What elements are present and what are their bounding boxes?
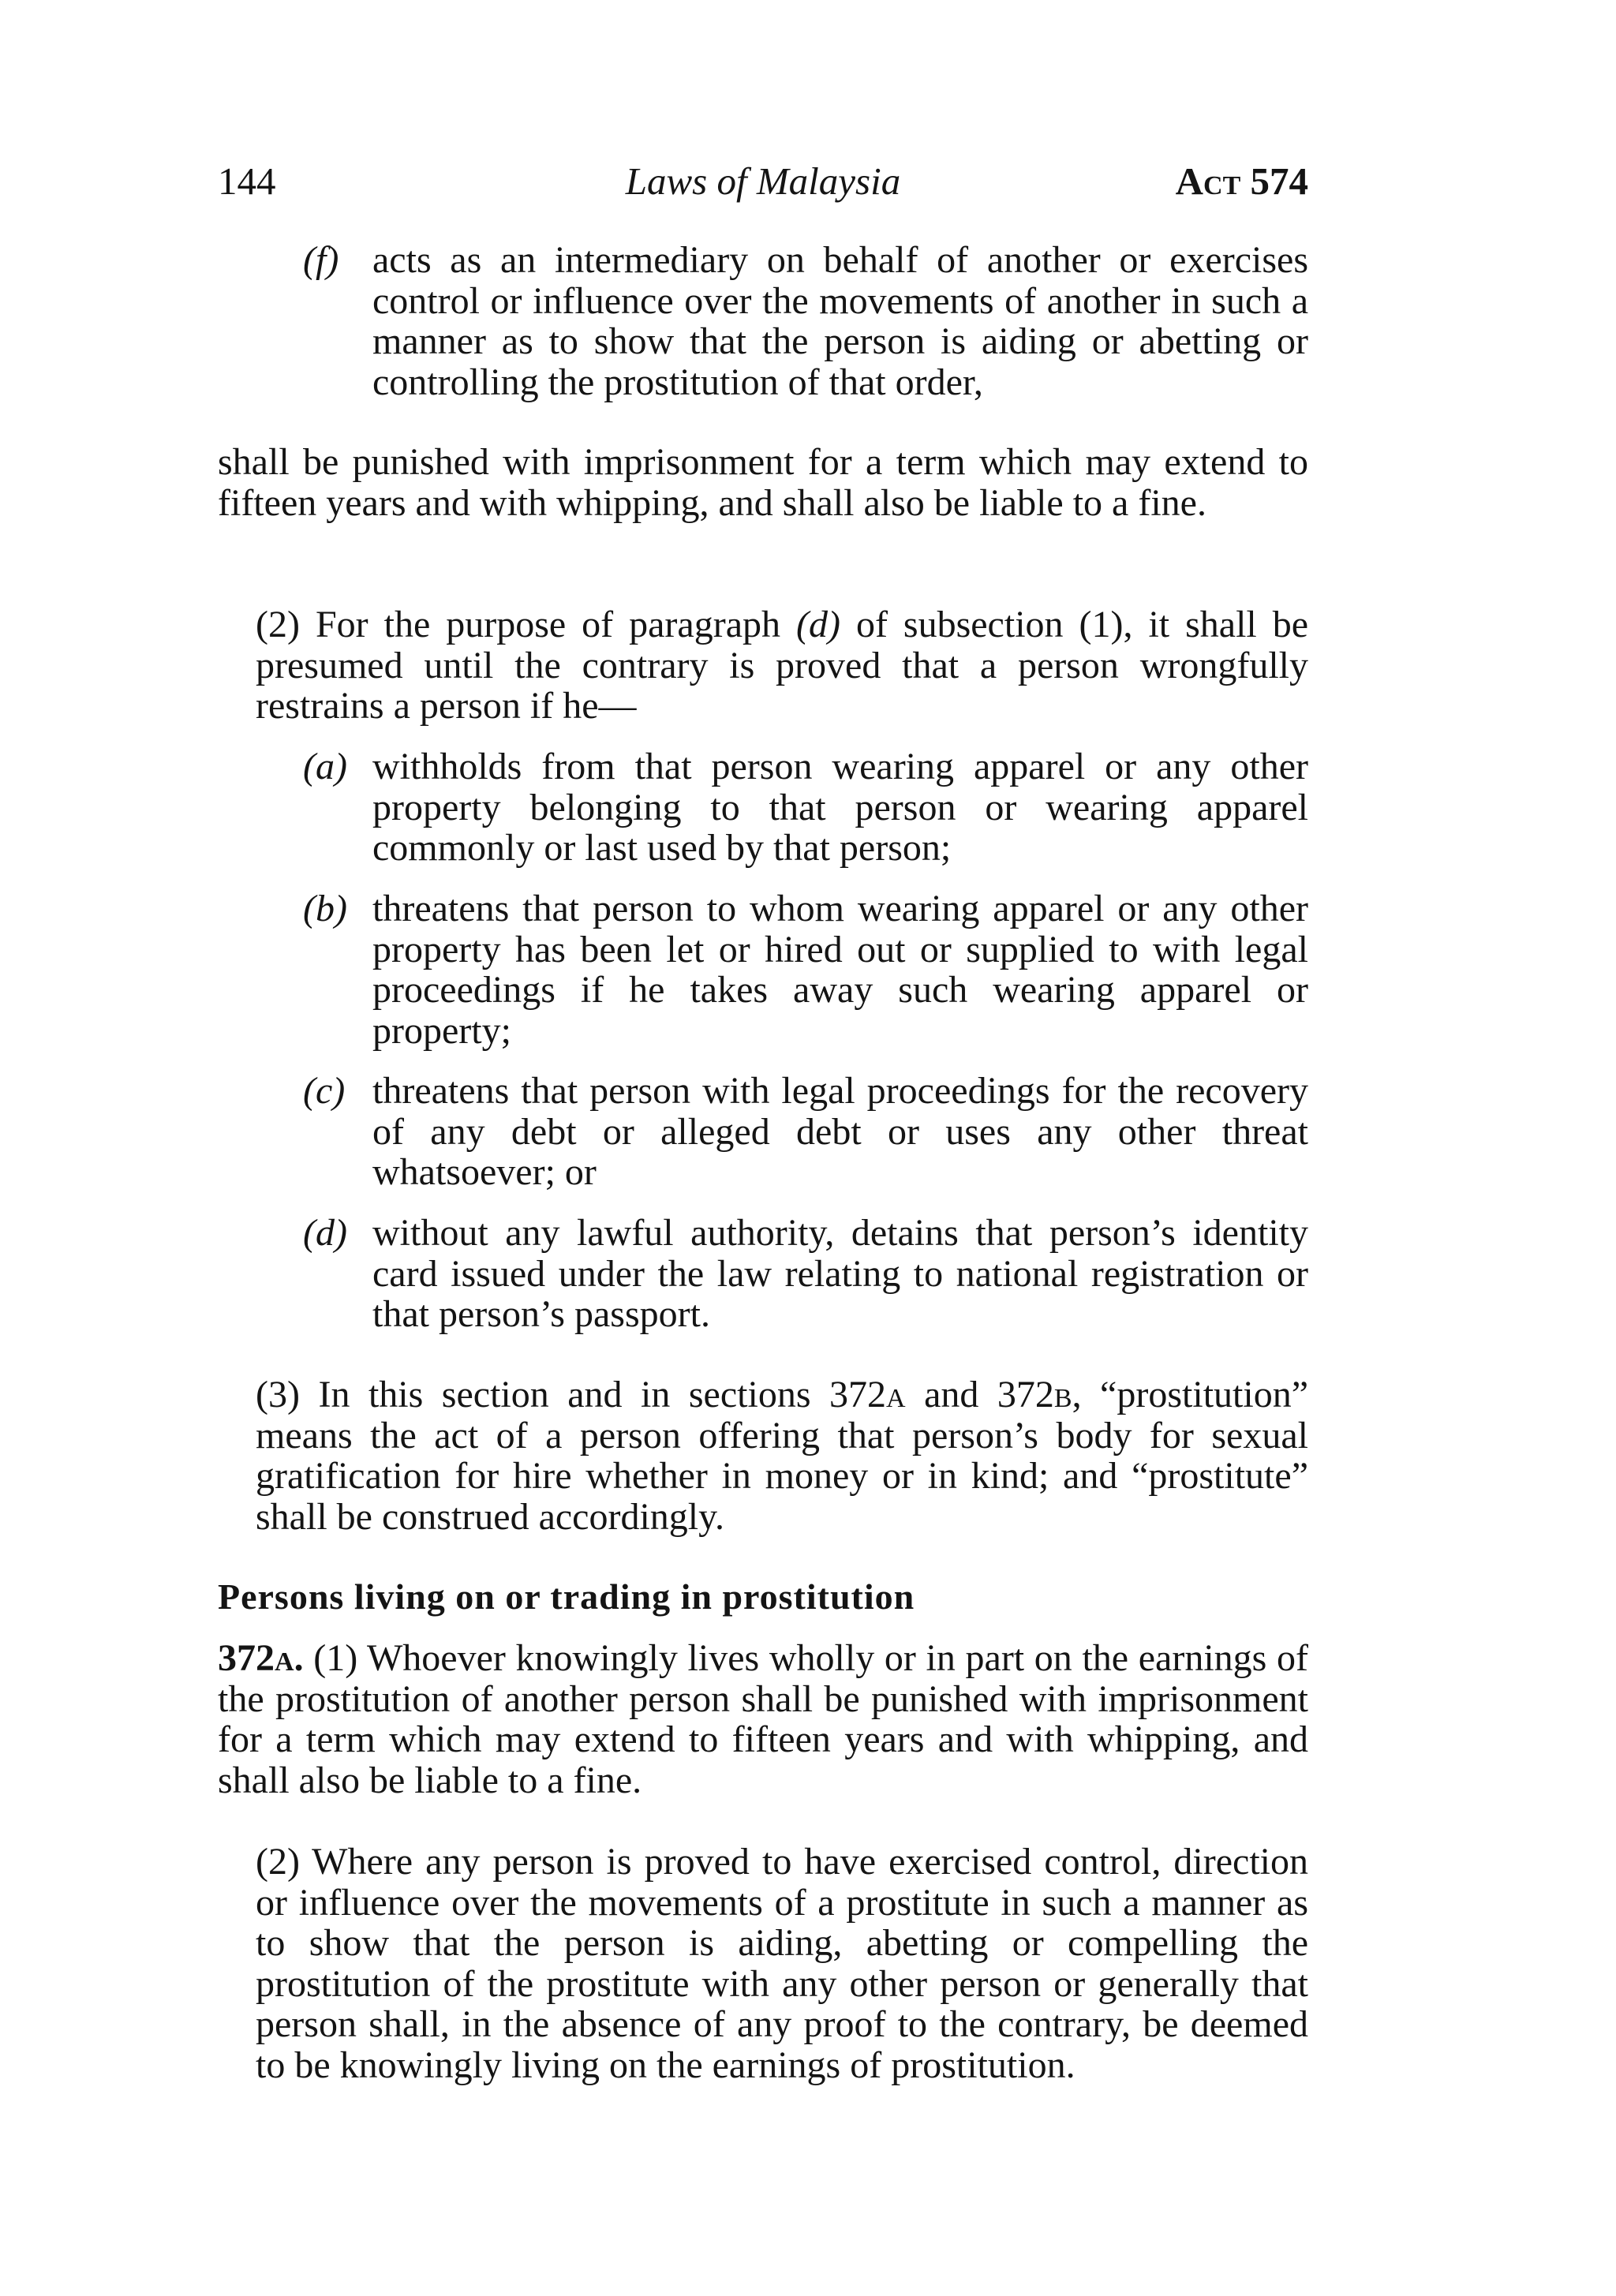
subsection-number: (2) bbox=[256, 604, 300, 645]
section-number bbox=[218, 1637, 304, 1679]
item-text: withholds from that person wearing apparel or any other property belonging to that person or wearing apparel commonly or last used by that person; bbox=[372, 746, 1308, 869]
paragraph-reference: (d) bbox=[795, 604, 840, 645]
subsection-2 bbox=[218, 604, 1308, 727]
section-number-digits: 372 bbox=[218, 1637, 275, 1679]
subsection-3 bbox=[218, 1374, 1308, 1537]
act-prefix: Act bbox=[1175, 159, 1241, 203]
subsection-text-post: of subsection (1), it shall be presumed until the contrary is proved that a person wrongfully restrains a person if he— bbox=[256, 604, 1309, 727]
subsection-number: (3) bbox=[256, 1374, 300, 1415]
subsection-text: Where any person is proved to have exercised control, direction or influence over the movements of a prostitute in such a manner as to show that the person is aiding, abetting or compelling the prostitution of the prostitute with any other person or generally that person shall, in the absence of any proof to the contrary, be deemed to be knowingly living on the earnings of prostitution. bbox=[256, 1841, 1308, 2086]
subsection-text-pre: In this section and in sections 372 bbox=[318, 1374, 887, 1415]
penalty-paragraph: shall be punished with imprisonment for a term which may extend to fifteen years and with whipping, and shall also be liable to a fine. bbox=[218, 441, 1308, 524]
act-number-value: 574 bbox=[1250, 159, 1308, 203]
section-number-suffix: a bbox=[275, 1637, 294, 1679]
item-text: threatens that person to whom wearing apparel or any other property has been let or hired out or supplied to with legal proceedings if he takes away such wearing apparel or property; bbox=[372, 888, 1308, 1052]
document-page bbox=[218, 0, 1308, 2296]
item-text: acts as an intermediary on behalf of another or exercises control or influence over the movements of another in such a manner as to show that the person is aiding or abetting or controlling the prostitution of that order, bbox=[372, 239, 1308, 403]
item-label: (f) bbox=[303, 239, 339, 281]
item-text: without any lawful authority, detains that person’s identity card issued under the law relating to national registration or that person’s passport. bbox=[372, 1212, 1308, 1335]
page-header bbox=[218, 158, 1308, 205]
subsection-text-mid: and 372 bbox=[905, 1374, 1054, 1415]
section-372a-subsection-1 bbox=[218, 1638, 1308, 1801]
section-suffix-b: b bbox=[1053, 1374, 1072, 1415]
item-label: (b) bbox=[303, 888, 347, 929]
section-heading: Persons living on or trading in prostitution bbox=[218, 1576, 915, 1617]
item-label: (c) bbox=[303, 1070, 346, 1112]
subsection-text-post: , “prostitution” means the act of a person offering that person’s body for sexual gratification for hire whether in money or in kind; and “prostitute” shall be construed accordingly. bbox=[256, 1374, 1309, 1538]
section-number-dot: . bbox=[294, 1637, 304, 1679]
item-label: (d) bbox=[303, 1212, 347, 1254]
section-suffix-a: a bbox=[886, 1374, 906, 1415]
subsection-number: (1) bbox=[313, 1637, 358, 1679]
item-text: threatens that person with legal proceedings for the recovery of any debt or alleged debt or uses any other threat whatsoever; or bbox=[372, 1070, 1308, 1193]
page-number: 144 bbox=[218, 159, 276, 203]
subsection-number: (2) bbox=[256, 1841, 300, 1883]
subsection-text: Whoever knowingly lives wholly or in part on the earnings of the prostitution of another person shall be punished with imprisonment for a term which may extend to fifteen years and with whipping, and shall also be liable to a fine. bbox=[218, 1637, 1309, 1801]
act-number bbox=[1176, 158, 1308, 205]
item-label: (a) bbox=[303, 746, 347, 787]
subsection-text-pre: For the purpose of paragraph bbox=[315, 604, 780, 645]
page-title: Laws of Malaysia bbox=[625, 159, 901, 203]
section-372a-subsection-2 bbox=[218, 1842, 1308, 2085]
